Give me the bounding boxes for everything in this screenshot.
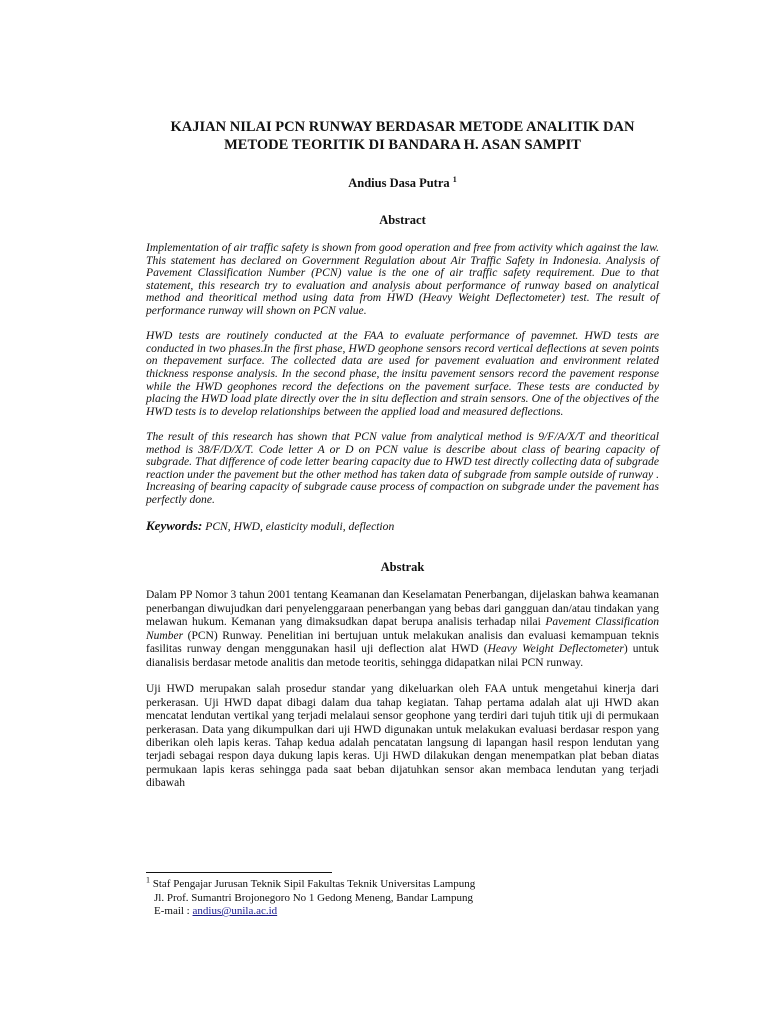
abstrak-p1-italic-1: Pavement Classification Number [146, 616, 659, 642]
footnote-address: Jl. Prof. Sumantri Brojonegoro No 1 Gedong Meneng, Bandar Lampung [154, 891, 473, 904]
footnote-email-label: E-mail : [154, 905, 193, 917]
title-line-2: METODE TEORITIK DI BANDARA H. ASAN SAMPIT [224, 137, 581, 153]
paper-page [146, 118, 659, 791]
abstrak-heading: Abstrak [380, 560, 425, 575]
footnote-affiliation: Staf Pengajar Jurusan Teknik Sipil Fakultas Teknik Universitas Lampung [150, 878, 476, 890]
abstrak-p1-text-1: Dalam PP Nomor 3 tahun 2001 tentang Keamanan dan Keselamatan Penerbangan, dijelaskan bahwa keamanan penerbangan diwujudkan dari penyelenggaraan penerbangan yang bebas dari gangguan dan/atau tindakan yang melawan hukum. Kemanan yang dimaksudkan dapat berupa analisis terhadap nilai [146, 589, 659, 629]
keywords-line [146, 518, 659, 535]
author-name: Andius Dasa Putra [348, 176, 450, 190]
abstrak-p1-italic-2: Heavy Weight Deflectometer [487, 643, 624, 656]
abstrak-paragraph-2: Uji HWD merupakan salah prosedur standar yang dikeluarkan oleh FAA untuk mengetahui kinerja dari perkerasan. Uji HWD dapat dibagi dalam dua tahap kegiatan. Tahap pertama adalah alat uji HWD akan mencatat lendutan vertikal yang terjadi melalaui sensor geophone yang terdiri dari tujuh titik uji di permukaan perkerasan. Data yang dikumpulkan dari uji HWD digunakan untuk melakukan evaluasi berdasar respon yang diberikan oleh lapis keras. Tahap kedua adalah pencatatan langsung di lapangan hasil respon lendutan yang terjadi sebagai respon daya dukung lapis keras. Uji HWD dilakukan dengan menempatkan plat beban diatas permukaan lapis keras sehingga pada saat beban dijatuhkan sensor akan membaca lendutan yang terjadi dibawah [146, 683, 659, 790]
keywords-label: Keywords: [146, 518, 203, 534]
abstract-paragraph-1: Implementation of air traffic safety is shown from good operation and free from activity which against the law. This statement has declared on Government Regulation about Air Traffic Safety in Indonesia. Analysis of Pavement Classification Number (PCN) value is the one of air traffic safety requirement. Due to that statement, this research try to evaluation and analysis about performance of runway based on analytical method and theoritical method using data from HWD (Heavy Weight Deflectometer) test. The result of performance runway will shown on PCN value. [146, 241, 659, 317]
abstrak-p1-text-3: ) untuk dianalisis berdasar metode analitis dan metode teoritis, sehingga didapatkan nilai PCN runway. [146, 643, 659, 669]
footnote-email-line [146, 905, 659, 919]
footnote-line-1 [146, 875, 659, 892]
author-footnote-mark: 1 [452, 174, 457, 184]
abstrak-p1-text-2: (PCN) Runway. Penelitian ini bertujuan untuk melakukan analisis dan evaluasi kemampuan teknis fasilitas runway dengan menggunakan hasil uji deflection alat HWD ( [146, 629, 659, 656]
paper-title [146, 118, 659, 154]
abstract-body [146, 242, 659, 506]
abstract-paragraph-3: The result of this research has shown that PCN value from analytical method is 9/F/A/X/T and theoritical method is 38/F/D/X/T. Code letter A or D on PCN value is describe about class of bearing capacity of subgrade. That difference of code letter bearing capacity due to HWD test directly collecting data of subgrade reaction under the pavement but the other method has taken data of subgrade from sample outside of runway . Increasing of bearing capacity of subgrade cause process of compaction on subgrade under the pavement has perfectly done. [146, 429, 659, 506]
footnote-separator [146, 872, 332, 873]
abstrak-body [146, 589, 659, 790]
abstract-paragraph-2: HWD tests are routinely conducted at the FAA to evaluate performance of pavemnet. HWD tests are conducted in two phases.In the first phase, HWD geophone sensors record vertical deflections at seven points on thepavement surface. The collected data are used for pavement evaluation and environment related thickness response analysis. In the second phase, the insitu pavement sensors record the pavement response while the HWD geophones record the defections on the pavement surface. These tests are conducted by placing the HWD load plate directly over the in situ deflection and strain sensors. One of the objectives of the HWD tests is to develop relationships between the applied load and measured deflections. [146, 329, 659, 418]
keywords-values: PCN, HWD, elasticity moduli, deflection [202, 520, 395, 534]
abstract-heading: Abstract [379, 213, 426, 227]
email-link[interactable]: andius@unila.ac.id [192, 905, 278, 917]
title-line-1: KAJIAN NILAI PCN RUNWAY BERDASAR METODE ANALITIK DAN [170, 119, 635, 135]
author-line [146, 175, 659, 191]
abstrak-paragraph-1 [146, 589, 659, 669]
footnote-mark: 1 [146, 875, 150, 885]
footnote [146, 875, 659, 919]
